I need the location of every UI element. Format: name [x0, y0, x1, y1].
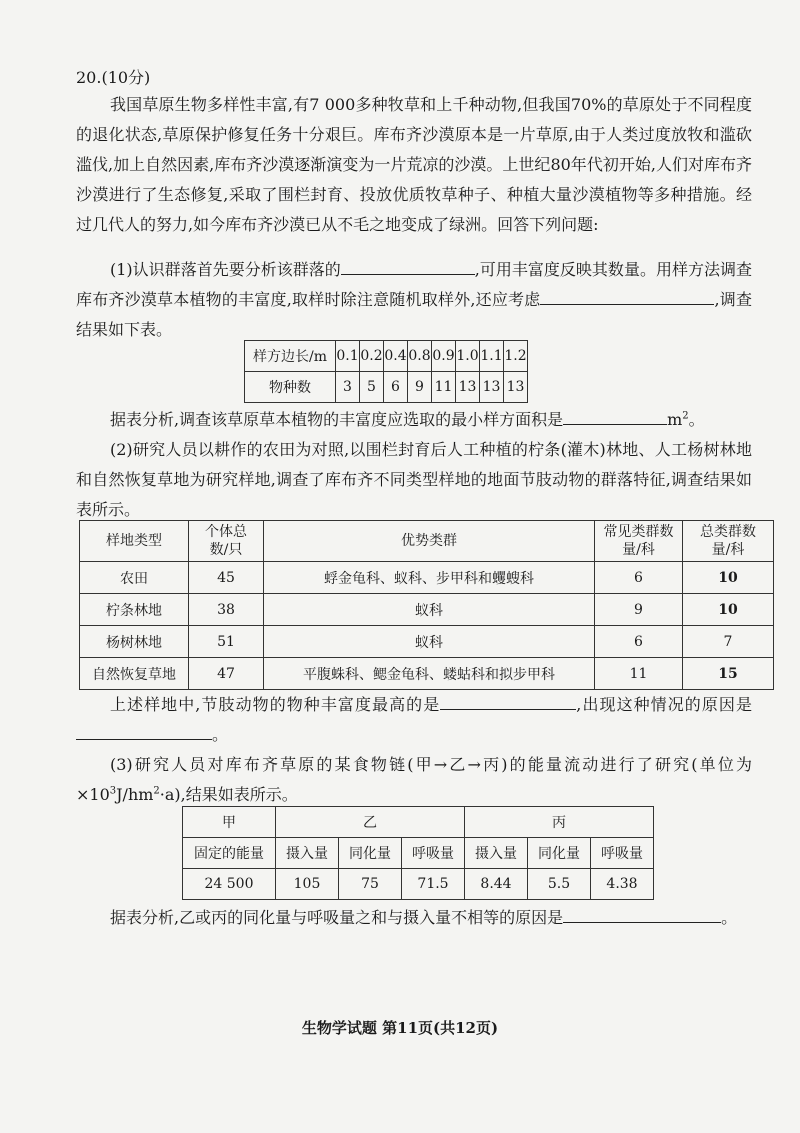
count-cell: 13 — [480, 372, 504, 403]
table-row — [80, 658, 774, 690]
table-row — [183, 869, 654, 900]
part2-ask — [76, 690, 752, 750]
dominant-group-cell: 蚁科 — [264, 626, 595, 658]
dominant-group-cell: 蚁科 — [264, 594, 595, 626]
part1-question — [76, 405, 752, 435]
unit-sup: 2 — [682, 410, 689, 422]
part3-intro-a: (3)研究人员对库布齐草原的某食物链(甲→乙→丙)的能量流动进行了研究(单位为×10 — [76, 755, 752, 804]
value-cell: 75 — [339, 869, 402, 900]
part1-end: 。 — [688, 410, 705, 429]
table-header-row — [80, 521, 774, 562]
column-header: 摄入量 — [465, 838, 528, 869]
arthropod-table — [79, 520, 774, 690]
part2-end: 。 — [212, 725, 229, 744]
table-row — [245, 341, 528, 372]
count-cell: 5 — [360, 372, 384, 403]
blank-2a[interactable] — [540, 286, 630, 305]
size-cell: 0.4 — [384, 341, 408, 372]
total-count-cell: 51 — [189, 626, 264, 658]
part3-ask — [76, 903, 752, 933]
column-header: 呼吸量 — [402, 838, 465, 869]
column-header — [683, 521, 774, 562]
part3-ask-text: 据表分析,乙或丙的同化量与呼吸量之和与摄入量不相等的原因是 — [110, 908, 564, 927]
count-cell: 13 — [456, 372, 480, 403]
size-cell: 1.0 — [456, 341, 480, 372]
column-header: 同化量 — [339, 838, 402, 869]
part3-intro — [76, 750, 752, 810]
column-header: 优势类群 — [264, 521, 595, 562]
value-cell: 5.5 — [528, 869, 591, 900]
site-type-cell: 农田 — [80, 562, 189, 594]
count-cell: 13 — [504, 372, 528, 403]
count-cell: 9 — [408, 372, 432, 403]
column-header-text: 个体总数/只 — [205, 524, 247, 558]
common-group-cell: 6 — [595, 626, 683, 658]
size-cell: 1.1 — [480, 341, 504, 372]
question-header — [76, 63, 752, 93]
value-cell: 8.44 — [465, 869, 528, 900]
blank-3[interactable] — [563, 406, 667, 425]
column-header — [189, 521, 264, 562]
table-row — [80, 626, 774, 658]
common-group-cell: 9 — [595, 594, 683, 626]
common-group-cell: 6 — [595, 562, 683, 594]
total-group-cell: 10 — [683, 562, 774, 594]
energy-table — [182, 806, 654, 900]
unit-sup: 2 — [153, 785, 160, 797]
total-group-cell: 7 — [683, 626, 774, 658]
site-type-cell: 杨树林地 — [80, 626, 189, 658]
size-cell: 0.9 — [432, 341, 456, 372]
size-cell: 1.2 — [504, 341, 528, 372]
total-group-cell: 15 — [683, 658, 774, 690]
column-header: 同化量 — [528, 838, 591, 869]
part3-question — [76, 903, 752, 933]
part2-intro-text: (2)研究人员以耕作的农田为对照,以围栏封育后人工种植的柠条(灌木)林地、人工杨树林地和自然恢复草地为研究样地,调查了库布齐不同类型样地的地面节肢动物的群落特征,调查结果如表所示。 — [76, 440, 752, 519]
row-label: 物种数 — [245, 372, 336, 403]
column-header: 固定的能量 — [183, 838, 276, 869]
table-subheader-row — [183, 838, 654, 869]
size-cell: 0.1 — [336, 341, 360, 372]
column-header-text: 常见类群数量/科 — [603, 524, 674, 558]
part1-ask — [76, 405, 752, 435]
row-label: 样方边长/m — [245, 341, 336, 372]
dominant-group-cell: 蜉金龟科、蚁科、步甲科和蠼螋科 — [264, 562, 595, 594]
part1-text-a: (1)认识群落首先要分析该群落的 — [110, 260, 341, 279]
count-cell: 6 — [384, 372, 408, 403]
count-cell: 3 — [336, 372, 360, 403]
part2-intro — [76, 435, 752, 525]
unit-text: m — [667, 410, 683, 429]
column-header — [595, 521, 683, 562]
part1-text-b: ,可用丰富度反映其数量。用样方法调查库布齐沙漠草本植物的丰富度,取样时除注意随机取样外,还应考虑 — [76, 260, 752, 309]
part2-question — [76, 690, 752, 750]
part3-intro-b: J/hm — [116, 785, 154, 804]
blank-2b[interactable] — [630, 286, 714, 305]
column-header: 摄入量 — [276, 838, 339, 869]
table-row — [245, 372, 528, 403]
table-row — [80, 562, 774, 594]
blank-4[interactable] — [440, 691, 576, 710]
trophic-group-header: 乙 — [276, 807, 465, 838]
part2-ask-text: 上述样地中,节肢动物的物种丰富度最高的是 — [110, 695, 441, 714]
dominant-group-cell: 平腹蛛科、鳃金龟科、蝼蛄科和拟步甲科 — [264, 658, 595, 690]
intro-text: 我国草原生物多样性丰富,有7 000多种牧草和上千种动物,但我国70%的草原处于不同程度的退化状态,草原保护修复任务十分艰巨。库布齐沙漠原本是一片草原,由于人类过度放牧和滥砍滥伐,加上自然因素,库布齐沙漠逐渐演变为一片荒凉的沙漠。上世纪80年代初开始,人们对库布齐沙漠进行了生态修复,采取了围栏封育、投放优质牧草种子、种植大量沙漠植物等多种措施。经过几代人的努力,如今库布齐沙漠已从不毛之地变成了绿洲。回答下列问题: — [76, 95, 752, 234]
part2-reason-text: ,出现这种情况的原因是 — [576, 695, 752, 714]
part1-paragraph — [76, 255, 752, 345]
part3-intro-text — [76, 750, 752, 810]
question-intro — [76, 90, 752, 240]
quadrat-table — [244, 340, 528, 403]
site-type-cell: 自然恢复草地 — [80, 658, 189, 690]
total-group-cell: 10 — [683, 594, 774, 626]
part1-text-c: ,调查结果如下表。 — [76, 290, 752, 339]
total-count-cell: 47 — [189, 658, 264, 690]
column-header: 样地类型 — [80, 521, 189, 562]
count-cell: 11 — [432, 372, 456, 403]
value-cell: 105 — [276, 869, 339, 900]
part3-end: 。 — [721, 908, 738, 927]
trophic-group-header: 甲 — [183, 807, 276, 838]
blank-6b[interactable] — [691, 904, 721, 923]
unit-sup: 3 — [109, 785, 117, 797]
total-count-cell: 45 — [189, 562, 264, 594]
table-header-row — [183, 807, 654, 838]
column-header-text: 总类群数量/科 — [700, 524, 756, 558]
part1-ask-text: 据表分析,调查该草原草本植物的丰富度应选取的最小样方面积是 — [110, 410, 564, 429]
part3-intro-c: ·a),结果如表所示。 — [159, 785, 298, 804]
blank-1[interactable] — [341, 256, 475, 275]
total-count-cell: 38 — [189, 594, 264, 626]
question-number: 20.(10分) — [76, 68, 151, 87]
table-row — [80, 594, 774, 626]
blank-6a[interactable] — [563, 904, 691, 923]
part1-text — [76, 255, 752, 345]
site-type-cell: 柠条林地 — [80, 594, 189, 626]
trophic-group-header: 丙 — [465, 807, 654, 838]
column-header: 呼吸量 — [591, 838, 654, 869]
value-cell: 71.5 — [402, 869, 465, 900]
common-group-cell: 11 — [595, 658, 683, 690]
value-cell: 24 500 — [183, 869, 276, 900]
size-cell: 0.8 — [408, 341, 432, 372]
blank-5[interactable] — [76, 721, 212, 740]
page-footer: 生物学试题 第11页(共12页) — [301, 1019, 499, 1037]
value-cell: 4.38 — [591, 869, 654, 900]
size-cell: 0.2 — [360, 341, 384, 372]
